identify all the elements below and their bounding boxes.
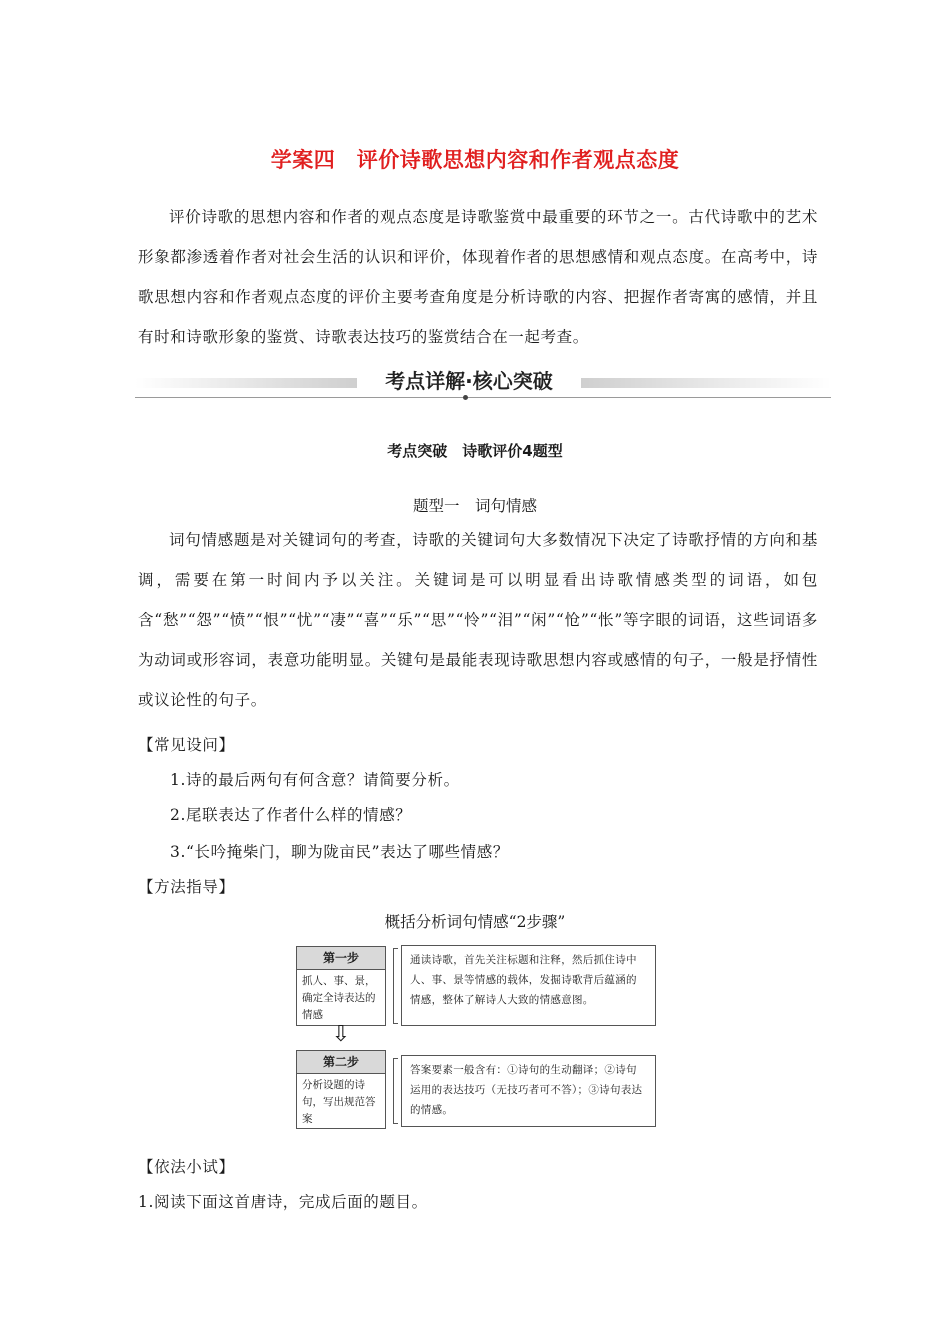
method-label: 【方法指导】 (138, 878, 235, 896)
section-heading: 考点突破 诗歌评价4题型 (387, 442, 563, 460)
step1-box: 抓人、事、景，确定全诗表达的情感 (296, 969, 386, 1026)
question-item: 3.“长吟掩柴门，聊为陇亩民”表达了哪些情感？ (170, 843, 509, 861)
practice-item: 1.阅读下面这首唐诗，完成后面的题目。 (138, 1193, 428, 1211)
step2-description: 答案要素一般含有：①诗句的生动翻译；②诗句运用的表达技巧（无技巧者可不答）；③诗句表达的情感。 (401, 1055, 656, 1127)
question-item: 2.尾联表达了作者什么样的情感？ (170, 806, 412, 824)
step1-description: 通读诗歌，首先关注标题和注释，然后抓住诗中人、事、景等情感的载体，发掘诗歌背后蕴涵的情感，整体了解诗人大致的情感意图。 (401, 945, 656, 1026)
banner-text: 考点详解·核心突破 (385, 369, 553, 393)
step1-bracket (393, 948, 398, 1024)
banner-baseline (135, 397, 831, 398)
question-item: 1.诗的最后两句有何含意？请简要分析。 (170, 771, 460, 789)
intro-paragraph: 评价诗歌的思想内容和作者的观点态度是诗歌鉴赏中最重要的环节之一。古代诗歌中的艺术形象都渗透着作者对社会生活的认识和评价，体现着作者的思想感情和观点态度。在高考中，诗歌思想内容和作者观点态度的评价主要考查角度是分析诗歌的内容、把握作者寄寓的感情，并且有时和诗歌形象的鉴赏、诗歌表达技巧的鉴赏结合在一起考查。 (138, 208, 818, 346)
banner-bar-right (581, 378, 831, 388)
down-arrow-icon: ⇩ (331, 1022, 351, 1047)
section-banner (135, 366, 831, 400)
step1-header: 第一步 (296, 946, 386, 970)
banner-bar-left (135, 378, 357, 388)
step2-header: 第二步 (296, 1050, 386, 1074)
step2-box: 分析设题的诗句，写出规范答案 (296, 1073, 386, 1129)
page-title: 学案四 评价诗歌思想内容和作者观点态度 (270, 148, 680, 172)
step2-bracket (393, 1058, 398, 1124)
practice-label: 【依法小试】 (138, 1158, 235, 1176)
type-heading: 题型一 词句情感 (412, 497, 537, 515)
common-questions-label: 【常见设问】 (138, 736, 235, 754)
body-paragraph: 词句情感题是对关键词句的考查，诗歌的关键词句大多数情况下决定了诗歌抒情的方向和基调，需要在第一时间内予以关注。关键词是可以明显看出诗歌情感类型的词语，如包含“愁”“怨”“愤”“恨”“忧”“凄”“喜”“乐”“思”“怜”“泪”“闲”“怆”“怅”等字眼的词语，这些词语多为动词或形容词，表意功能明显。关键句是最能表现诗歌思想内容或感情的句子，一般是抒情性或议论性的句子。 (138, 531, 818, 709)
diagram-title: 概括分析词句情感“2步骤” (384, 913, 566, 931)
